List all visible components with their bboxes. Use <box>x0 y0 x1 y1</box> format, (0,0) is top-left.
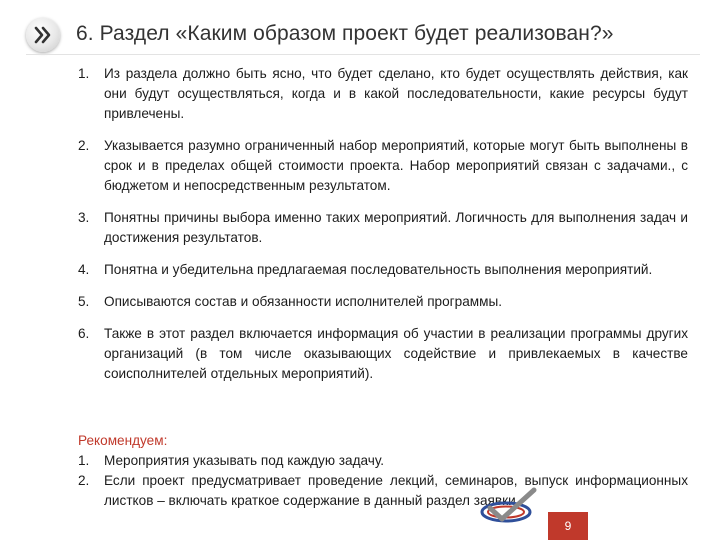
page-title: 6. Раздел «Каким образом проект будет реализован?» <box>76 22 614 45</box>
list-item <box>78 324 688 384</box>
recommendations-heading: Рекомендуем: <box>78 433 168 448</box>
recommendation-item <box>78 471 688 511</box>
list-item-text: Описываются состав и обязанности исполнителей программы. <box>104 294 502 309</box>
recommendations-block <box>78 431 688 511</box>
list-item-number: 4. <box>78 262 90 277</box>
recommendation-number: 1. <box>78 453 90 468</box>
recommendation-text: Если проект предусматривает проведение лекций, семинаров, выпуск информационных листков – включать краткое содержание в данный раздел заявки. <box>104 473 688 508</box>
recommendation-text: Мероприятия указывать под каждую задачу. <box>104 453 385 468</box>
slide-header <box>26 14 706 56</box>
list-item <box>78 260 688 280</box>
list-item-number: 3. <box>78 210 90 225</box>
list-item <box>78 208 688 248</box>
list-item-number: 5. <box>78 294 90 309</box>
list-item <box>78 292 688 312</box>
list-item-number: 2. <box>78 138 90 153</box>
checkmark-swoosh-logo <box>476 486 542 526</box>
list-item-number: 1. <box>78 66 90 81</box>
list-item-number: 6. <box>78 326 90 341</box>
list-item-text: Указывается разумно ограниченный набор мероприятий, которые могут быть выполнены в срок и в пределах общей стоимости проекта. Набор мероприятий связан с задачами., с бюджетом и непосредственным результатом. <box>104 138 688 193</box>
recommendation-number: 2. <box>78 473 90 488</box>
recommendation-item <box>78 451 688 471</box>
list-item-text: Понятна и убедительна предлагаемая последовательность выполнения мероприятий. <box>104 262 653 277</box>
requirements-list <box>78 64 688 396</box>
list-item-text: Понятны причины выбора именно таких мероприятий. Логичность для выполнения задач и достижения результатов. <box>104 210 688 245</box>
list-item-text: Из раздела должно быть ясно, что будет сделано, кто будет осуществлять действия, как они будут осуществляться, когда и в какой последовательности, какие ресурсы будут привлечены. <box>104 66 688 121</box>
list-item <box>78 64 688 124</box>
list-item-text: Также в этот раздел включается информация об участии в реализации программы других организаций (в том числе оказывающих содействие и привлекаемых в качестве соисполнителей отдельных мероприятий). <box>104 326 688 381</box>
header-divider <box>26 54 700 55</box>
list-item <box>78 136 688 196</box>
double-chevron-right-icon <box>26 18 60 52</box>
page-number: 9 <box>548 512 588 540</box>
